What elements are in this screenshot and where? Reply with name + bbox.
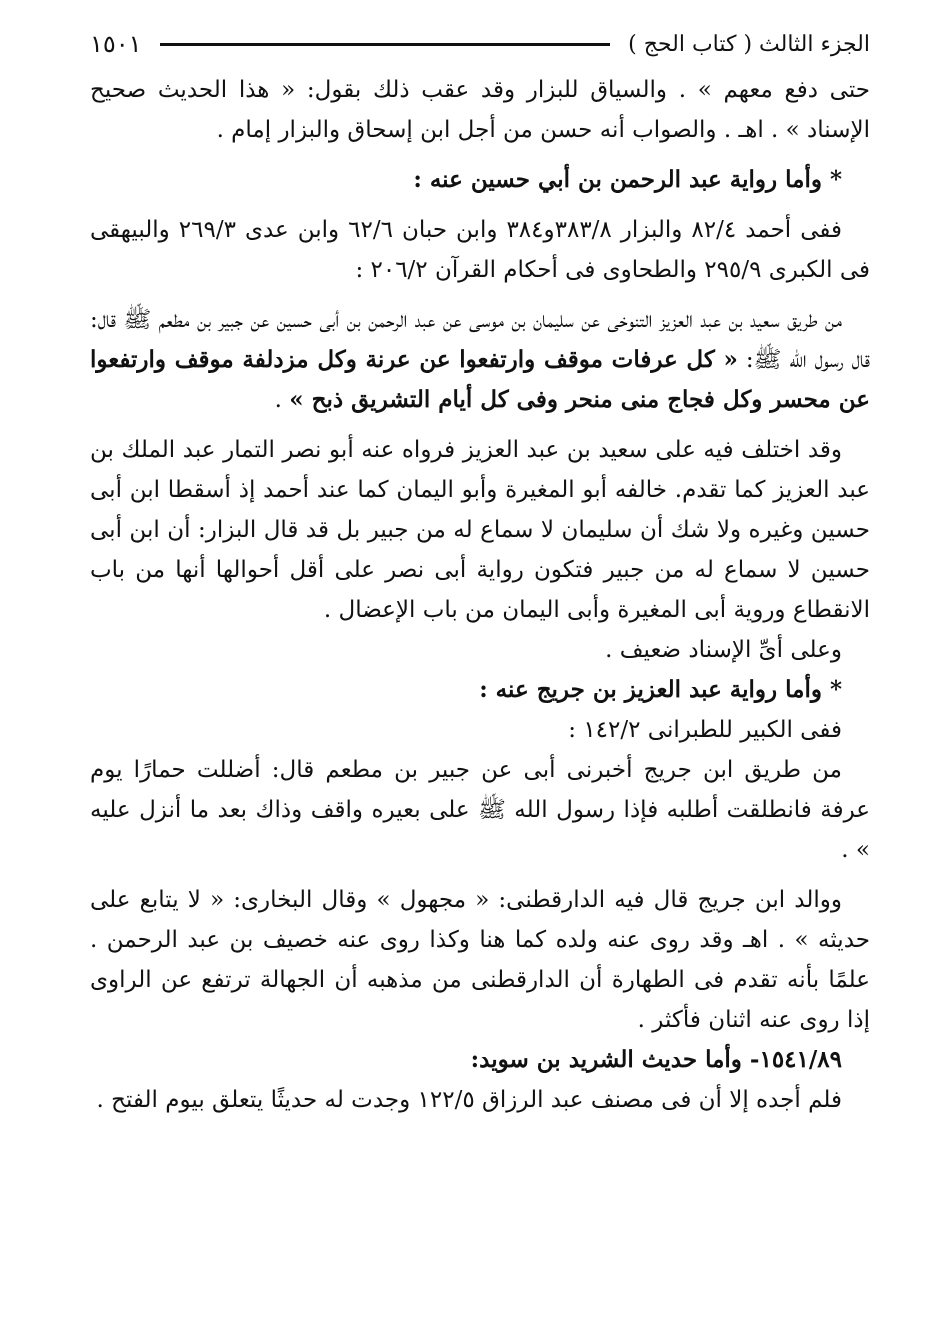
paragraph: من طريق ابن جريج أخبرنى أبى عن جبير بن مطعم قال: أضللت حمارًا يوم عرفة فانطلقت أطلبه فإذا رسول الله ﷺ على بعيره واقف وذاك بعد ما أنزل عليه » .	[90, 757, 870, 863]
page-header	[90, 24, 870, 64]
running-head: الجزء الثالث ( كتاب الحج )	[628, 31, 870, 57]
paragraph: ففى الكبير للطبرانى ١٤٢/٢ :	[568, 717, 842, 743]
page-number: ١٥٠١	[90, 30, 142, 58]
paragraph: ووالد ابن جريج قال فيه الدارقطنى: « مجهول » وقال البخارى: « لا يتابع على حديثه » . اهـ وقد روى عنه ولده كما هنا وكذا روى عنه خصيف بن عبد الرحمن . علمًا بأنه تقدم فى الطهارة أن الدارقطنى من مذهبه أن الجهالة ترتفع عن الراوى إذا روى عنه اثنان فأكثر .	[90, 887, 870, 1033]
section-heading: * وأما رواية عبد العزيز بن جريج عنه :	[479, 676, 842, 703]
hadith-isnad: من طريق سعيد بن عبد العزيز التنوخى عن سليمان بن موسى عن عبد الرحمن بن أبى حسين عن جبير بن مطعم ﷺ قال: قال رسول الله ﷺ:	[90, 307, 870, 373]
page-body	[90, 70, 870, 1120]
paragraph: فلم أجده إلا أن فى مصنف عبد الرزاق ١٢٢/٥ وجدت له حديثًا يتعلق بيوم الفتح .	[96, 1087, 842, 1113]
paragraph: وقد اختلف فيه على سعيد بن عبد العزيز فرواه عنه أبو نصر التمار عبد الملك بن عبد العزيز كما تقدم. خالفه أبو المغيرة وأبو اليمان كما عند أحمد إذ أسقطا ابن أبى حسين وغيره ولا شك أن سليمان لا سماع له من جبير بل قد قال البزار: أن ابن أبى حسين لا سماع له من جبير فتكون رواية أبى نصر على أقل أحوالها أنها من باب الانقطاع وروية أبى المغيرة وأبى اليمان من باب الإعضال .	[90, 437, 870, 623]
paragraph: ففى أحمد ٨٢/٤ والبزار ٣٨٣/٨و٣٨٤ وابن حبان ٦٢/٦ وابن عدى ٢٦٩/٣ والبيهقى فى الكبرى ٢٩٥/٩ والطحاوى فى أحكام القرآن ٢٠٦/٢ :	[90, 217, 870, 283]
hadith-matn: « كل عرفات موقف وارتفعوا عن عرنة وكل مزدلفة موقف وارتفعوا عن محسر وكل فجاج منى منحر وفى كل أيام التشريق ذبح »	[90, 346, 870, 413]
paragraph: وعلى أىِّ الإسناد ضعيف .	[605, 637, 842, 663]
header-rule	[160, 43, 611, 46]
section-heading: ١٥٤١/٨٩- وأما حديث الشريد بن سويد:	[470, 1046, 842, 1073]
paragraph: حتى دفع معهم » . والسياق للبزار وقد عقب ذلك بقول: « هذا الحديث صحيح الإسناد » . اهـ . والصواب أنه حسن من أجل ابن إسحاق والبزار إمام .	[90, 77, 870, 143]
section-heading: * وأما رواية عبد الرحمن بن أبي حسين عنه :	[413, 166, 842, 193]
hadith-tail: .	[274, 387, 290, 413]
book-page	[90, 24, 870, 1120]
hadith-paragraph	[90, 300, 870, 420]
